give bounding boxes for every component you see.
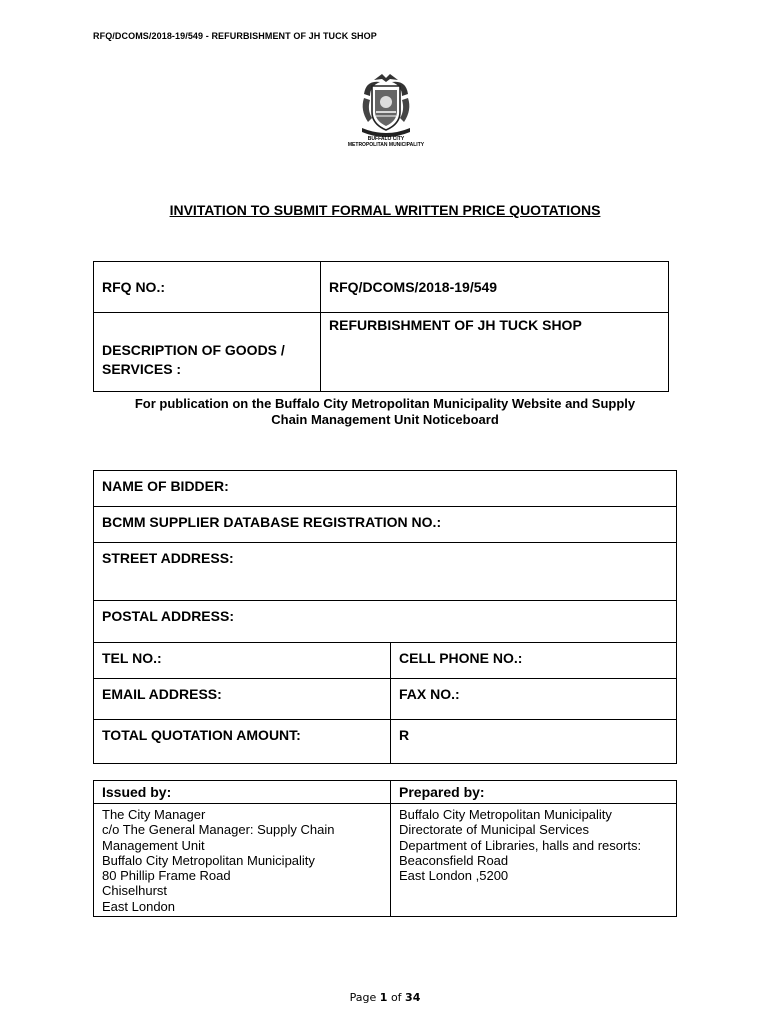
issued-prepared-table xyxy=(93,780,677,917)
postal-address-label: POSTAL ADDRESS: xyxy=(94,601,677,643)
description-value: REFURBISHMENT OF JH TUCK SHOP xyxy=(321,313,669,392)
name-of-bidder-label: NAME OF BIDDER: xyxy=(94,471,677,507)
prepared-by-label: Prepared by: xyxy=(391,781,677,804)
street-address-label: STREET ADDRESS: xyxy=(94,543,677,601)
registration-no-label: BCMM SUPPLIER DATABASE REGISTRATION NO.: xyxy=(94,507,677,543)
total-quotation-label: TOTAL QUOTATION AMOUNT: xyxy=(94,720,391,764)
issued-by-address: The City Manager c/o The General Manager: Supply Chain Management Unit Buffalo City Metropolitan Municipality 80 Phillip Frame Road Chiselhurst East London xyxy=(94,804,391,917)
bidder-details-table xyxy=(93,470,677,764)
page-title: INVITATION TO SUBMIT FORMAL WRITTEN PRICE QUOTATIONS xyxy=(169,202,601,218)
description-label: DESCRIPTION OF GOODS / SERVICES : xyxy=(94,313,321,392)
page-number: Page 1 of 34 xyxy=(349,991,421,1004)
cell-phone-label: CELL PHONE NO.: xyxy=(391,643,677,679)
rfq-details-table xyxy=(93,261,669,392)
fax-no-label: FAX NO.: xyxy=(391,679,677,720)
rfq-no-label: RFQ NO.: xyxy=(94,262,321,313)
rfq-no-value: RFQ/DCOMS/2018-19/549 xyxy=(321,262,669,313)
issued-by-label: Issued by: xyxy=(94,781,391,804)
running-header: RFQ/DCOMS/2018-19/549 - REFURBISHMENT OF JH TUCK SHOP xyxy=(93,31,377,41)
municipality-name-under-logo: BUFFALO CITY METROPOLITAN MUNICIPALITY xyxy=(347,136,425,148)
total-quotation-value: R xyxy=(391,720,677,764)
prepared-by-address: Buffalo City Metropolitan Municipality Directorate of Municipal Services Department of Libraries, halls and resorts: Beaconsfield Road East London ,5200 xyxy=(391,804,677,917)
tel-no-label: TEL NO.: xyxy=(94,643,391,679)
email-address-label: EMAIL ADDRESS: xyxy=(94,679,391,720)
publication-notice: For publication on the Buffalo City Metropolitan Municipality Website and Supply Chain Management Unit Noticeboard xyxy=(134,396,636,427)
